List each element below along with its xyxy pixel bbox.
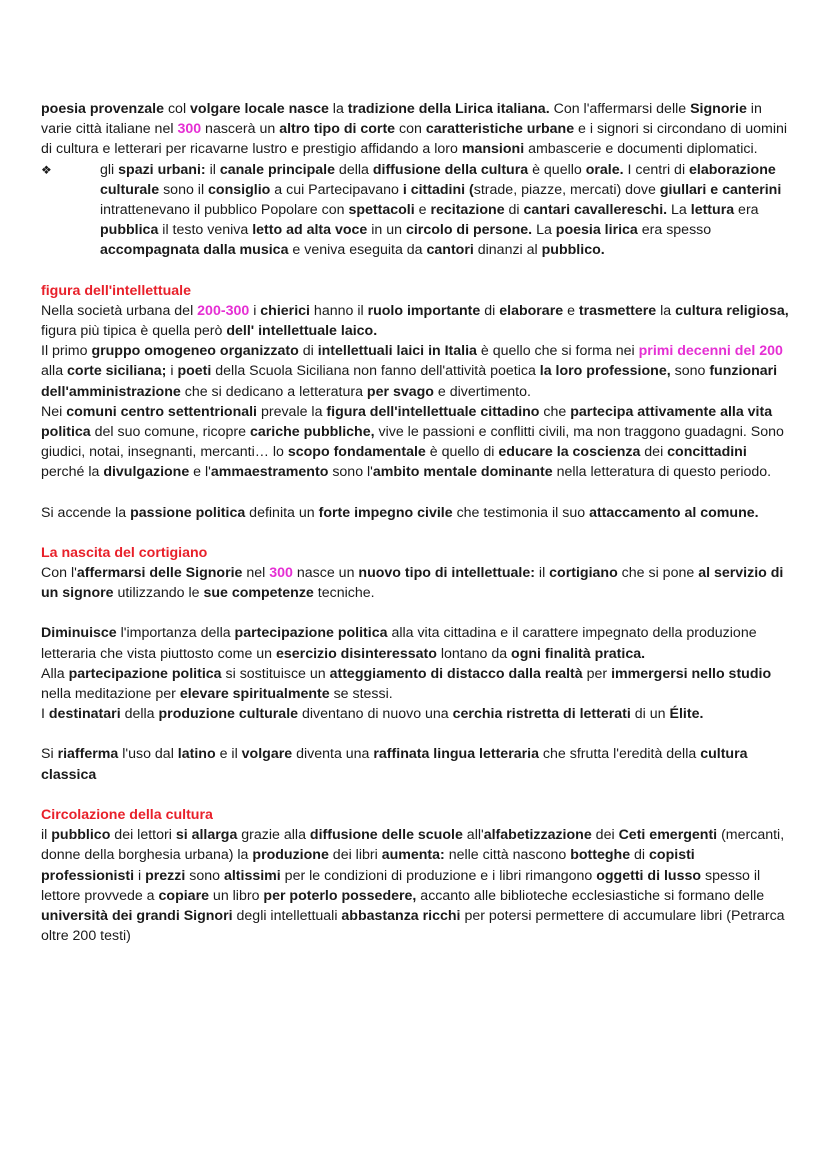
plain-text: della Scuola Siciliana non fanno dell'attività poetica <box>211 363 540 380</box>
plain-text: diventa una <box>292 746 374 763</box>
paragraph <box>41 623 791 663</box>
bold-text: attaccamento al comune. <box>589 504 759 521</box>
plain-text: il testo veniva <box>158 222 253 239</box>
plain-text: degli intellettuali <box>232 907 342 924</box>
plain-text: di <box>630 847 650 864</box>
plain-text: è quello di <box>425 444 499 461</box>
bold-text: partecipa attivamente alla vita politica <box>41 403 773 441</box>
bold-text: poesia lirica <box>555 222 638 239</box>
plain-text: di <box>298 343 318 360</box>
plain-text: il <box>534 565 550 582</box>
bold-text: cantori <box>426 242 474 259</box>
bold-text: elaborare <box>499 302 564 319</box>
plain-text: per le condizioni di produzione e i libri rimangono <box>280 867 597 884</box>
plain-text: i <box>249 302 261 319</box>
bold-text: per poterlo possedere, <box>263 887 417 904</box>
plain-text: in varie città italiane nel <box>41 101 762 138</box>
paragraph <box>41 402 791 483</box>
bold-text: orale. <box>585 161 624 178</box>
paragraph <box>41 664 791 704</box>
bold-text: diffusione della cultura <box>372 161 529 178</box>
plain-text: Con l'affermarsi delle <box>549 101 691 117</box>
plain-text: e <box>414 202 431 219</box>
section-heading: La nascita del cortigiano <box>41 544 208 561</box>
paragraph <box>41 825 791 946</box>
bold-text: gruppo omogeneo organizzato <box>91 343 299 360</box>
bold-text: volgare <box>241 746 293 763</box>
plain-text: accanto alle biblioteche ecclesiastiche si formano delle <box>416 887 765 904</box>
plain-text: in un <box>367 222 406 239</box>
bold-text: tradizione della Lirica italiana. <box>347 101 550 117</box>
plain-text: strade, piazze, mercati) dove <box>473 181 660 198</box>
paragraph-spacer <box>41 603 791 623</box>
plain-text: di <box>480 302 500 319</box>
bold-text: poesia provenzale <box>41 101 165 117</box>
plain-text: con <box>395 121 426 138</box>
plain-text: che si dedicano a letteratura <box>180 383 367 400</box>
bold-text: ogni finalità pratica. <box>511 645 646 662</box>
highlight-text: 200-300 <box>197 302 250 319</box>
plain-text: sono l' <box>328 464 373 481</box>
bold-text: canale principale <box>219 161 335 178</box>
plain-text: e l' <box>189 464 211 481</box>
bold-text: consiglio <box>208 181 271 198</box>
bold-text: divulgazione <box>103 464 190 481</box>
bold-text: alfabetizzazione <box>483 827 592 844</box>
plain-text: sono <box>185 867 224 884</box>
bold-text: destinatari <box>48 706 121 723</box>
diamond-bullet-icon: ❖ <box>41 162 52 177</box>
plain-text: e veniva eseguita da <box>288 242 427 259</box>
plain-text: prevale la <box>257 403 327 420</box>
paragraph <box>41 301 791 341</box>
plain-text: dei <box>640 444 668 461</box>
plain-text: a cui Partecipavano <box>270 181 403 198</box>
bold-text: pubblica <box>100 222 159 239</box>
bold-text: si allarga <box>175 827 238 844</box>
paragraph-spacer <box>41 785 791 805</box>
document-page <box>41 99 791 946</box>
plain-text: Si accende la <box>41 504 131 521</box>
plain-text: e <box>563 302 579 319</box>
plain-text: nasce un <box>292 565 359 582</box>
bold-text: mansioni <box>461 141 525 158</box>
plain-text: per <box>582 665 612 682</box>
plain-text: hanno il <box>309 302 368 319</box>
paragraph <box>41 563 791 603</box>
bold-text: pubblico <box>51 827 111 844</box>
plain-text: i <box>134 867 146 884</box>
plain-text: del suo comune, ricopre <box>90 424 250 441</box>
bold-text: passione politica <box>130 504 246 521</box>
highlight-text: primi decenni del 200 <box>638 343 783 360</box>
plain-text: è quello che si forma nei <box>476 343 639 360</box>
plain-text: tecniche. <box>313 585 375 602</box>
bold-text: raffinata lingua letteraria <box>373 746 539 763</box>
bold-text: aumenta: <box>381 847 445 864</box>
plain-text: l'importanza della <box>116 625 235 642</box>
bold-text: i cittadini ( <box>402 181 474 198</box>
bold-text: partecipazione politica <box>234 625 388 642</box>
plain-text: Con l' <box>41 565 77 582</box>
bold-text: concittadini <box>667 444 747 461</box>
bold-text: comuni centro settentrionali <box>66 403 258 420</box>
plain-text: alla vita cittadina e il carattere impegnato della produzione letteraria che vista piuttosto come un <box>41 625 757 662</box>
bold-text: spettacoli <box>348 202 415 219</box>
plain-text: nelle città nascono <box>444 847 571 864</box>
bold-text: affermarsi delle Signorie <box>76 565 243 582</box>
plain-text: (mercanti, donne della borghesia urbana) la <box>41 827 785 864</box>
bold-text: abbastanza ricchi <box>341 907 461 924</box>
section-heading: Circolazione della cultura <box>41 806 213 823</box>
plain-text: nella letteratura di questo periodo. <box>552 464 772 481</box>
bold-text: la loro professione, <box>539 363 671 380</box>
plain-text: che <box>539 403 571 420</box>
plain-text: Alla <box>41 665 69 682</box>
bold-text: elaborazione culturale <box>100 161 776 198</box>
bold-text: per svago <box>366 383 434 400</box>
plain-text: La <box>667 202 691 219</box>
paragraph <box>41 704 791 724</box>
bold-text: sue competenze <box>203 585 314 602</box>
plain-text: il <box>205 161 220 178</box>
plain-text: intrattenevano il pubblico Popolare con <box>100 202 349 219</box>
bold-text: atteggiamento di distacco dalla realtà <box>329 665 583 682</box>
bold-text: giullari e canterini <box>659 181 782 198</box>
section-heading: figura dell'intellettuale <box>41 282 192 299</box>
paragraph <box>41 744 791 784</box>
paragraph-spacer <box>41 261 791 281</box>
bullet-paragraph <box>41 160 791 261</box>
plain-text: sono il <box>159 181 209 198</box>
plain-text: che testimonia il suo <box>452 504 590 521</box>
bold-text: immergersi nello studio <box>611 665 772 682</box>
bold-text: copisti professionisti <box>41 847 695 884</box>
bold-text: esercizio disinteressato <box>276 645 437 662</box>
bold-text: cultura religiosa, <box>675 302 789 319</box>
bold-text: riafferma <box>57 746 119 763</box>
bold-text: altissimi <box>223 867 281 884</box>
plain-text: è quello <box>528 161 586 178</box>
bold-text: cultura classica <box>41 746 748 783</box>
plain-text: che si pone <box>617 565 699 582</box>
bold-text: forte impegno civile <box>318 504 453 521</box>
highlight-text: 300 <box>269 565 293 582</box>
bold-text: spazi urbani: <box>118 161 206 178</box>
plain-text: dinanzi al <box>473 242 542 259</box>
plain-text: il <box>41 827 52 844</box>
bold-text: partecipazione politica <box>68 665 222 682</box>
bold-text: accompagnata dalla musica <box>100 242 289 259</box>
plain-text: I <box>41 706 49 723</box>
bold-text: circolo di persone. <box>405 222 533 239</box>
plain-text: dei <box>591 827 619 844</box>
plain-text: La <box>532 222 556 239</box>
bold-text: cerchia ristretta di letterati <box>452 706 631 723</box>
plain-text: ambascerie e documenti diplomatici. <box>524 141 758 158</box>
plain-text: vive le passioni e conflitti civili, ma non traggono guadagni. Sono giudici, notai, insegnanti, mercanti… lo <box>41 424 784 461</box>
plain-text: per potersi permettere di accumulare libri (Petrarca oltre 200 testi) <box>41 907 785 945</box>
bold-text: botteghe <box>570 847 631 864</box>
plain-text: all' <box>462 827 484 844</box>
bold-text: produzione culturale <box>158 706 299 723</box>
bold-text: pubblico. <box>541 242 605 259</box>
bold-text: altro tipo di corte <box>279 121 396 138</box>
plain-text: e divertimento. <box>433 383 531 400</box>
plain-text: era spesso <box>637 222 712 239</box>
bold-text: educare la coscienza <box>498 444 641 461</box>
bold-text: caratteristiche urbane <box>425 121 575 138</box>
bold-text: figura dell'intellettuale cittadino <box>326 403 540 420</box>
bold-text: copiare <box>158 887 209 904</box>
bold-text: cariche pubbliche, <box>249 424 375 441</box>
plain-text: nella meditazione per <box>41 686 180 703</box>
plain-text: e il <box>215 746 242 763</box>
bold-text: latino <box>177 746 216 763</box>
bold-text: Élite. <box>669 706 704 723</box>
plain-text: dei lettori <box>110 827 176 844</box>
plain-text: che sfrutta l'eredità della <box>538 746 701 763</box>
plain-text: Si <box>41 746 58 763</box>
paragraph-spacer <box>41 724 791 744</box>
bold-text: cortigiano <box>549 565 618 582</box>
plain-text: di <box>504 202 524 219</box>
plain-text: era <box>734 202 759 219</box>
bold-text: ruolo importante <box>367 302 481 319</box>
highlight-text: 300 <box>177 121 202 138</box>
plain-text: nel <box>242 565 270 582</box>
bold-text: elevare spiritualmente <box>179 686 330 703</box>
bold-text: intellettuali laici in Italia <box>317 343 477 360</box>
bold-text: Signorie <box>690 101 747 117</box>
paragraph-spacer <box>41 523 791 543</box>
bold-text: nuovo tipo di intellettuale: <box>358 565 535 582</box>
plain-text: la <box>328 101 348 117</box>
plain-text: Il primo <box>41 343 92 360</box>
plain-text: se stessi. <box>329 686 393 703</box>
bold-text: università dei grandi Signori <box>41 907 233 924</box>
plain-text: grazie alla <box>237 827 310 844</box>
plain-text: dei libri <box>328 847 382 864</box>
plain-text: sono <box>670 363 710 380</box>
bold-text: letto ad alta voce <box>252 222 368 239</box>
plain-text: gli <box>100 161 119 178</box>
paragraph <box>41 99 791 160</box>
plain-text: Nei <box>41 403 67 420</box>
plain-text: spesso il lettore provvede a <box>41 867 761 904</box>
plain-text: e i signori si circondano di uomini di cultura e letterari per ricavarne lustro e prestigio affidando a loro <box>41 121 788 158</box>
plain-text: l'uso dal <box>118 746 178 763</box>
bold-text: volgare locale nasce <box>190 101 329 117</box>
bold-text: oggetti di lusso <box>596 867 702 884</box>
plain-text: lontano da <box>436 645 512 662</box>
plain-text: I centri di <box>623 161 690 178</box>
bold-text: trasmettere <box>578 302 657 319</box>
bullet-text <box>100 160 791 261</box>
bold-text: Diminuisce <box>41 625 117 642</box>
bold-text: prezzi <box>145 867 186 884</box>
bold-text: cantari cavallereschi. <box>523 202 668 219</box>
plain-text: diventano di nuovo una <box>298 706 453 723</box>
plain-text: utilizzando le <box>113 585 204 602</box>
paragraph <box>41 341 791 402</box>
plain-text: nascerà un <box>201 121 280 138</box>
bold-text: poeti <box>177 363 212 380</box>
plain-text: i <box>166 363 178 380</box>
bold-text: recitazione <box>430 202 505 219</box>
plain-text: figura più tipica è quella però <box>41 323 227 340</box>
bold-text: al servizio di un signore <box>41 565 784 602</box>
plain-text: perché la <box>41 464 104 481</box>
plain-text: col <box>164 101 191 117</box>
bold-text: funzionari dell'amministrazione <box>41 363 778 400</box>
plain-text: definita un <box>245 504 319 521</box>
bold-text: produzione <box>252 847 329 864</box>
bold-text: ammaestramento <box>210 464 329 481</box>
plain-text: si sostituisce un <box>221 665 330 682</box>
bold-text: scopo fondamentale <box>287 444 426 461</box>
bold-text: dell' intellettuale laico. <box>226 323 378 340</box>
plain-text: Nella società urbana del <box>41 302 198 319</box>
plain-text: un libro <box>208 887 264 904</box>
plain-text: la <box>656 302 676 319</box>
plain-text: della <box>120 706 159 723</box>
paragraph-spacer <box>41 483 791 503</box>
bold-text: Ceti emergenti <box>618 827 718 844</box>
paragraph <box>41 503 791 523</box>
plain-text: di un <box>630 706 670 723</box>
bold-text: ambito mentale dominante <box>372 464 553 481</box>
plain-text: alla <box>41 363 68 380</box>
bold-text: chierici <box>260 302 310 319</box>
bold-text: diffusione delle scuole <box>309 827 463 844</box>
plain-text: della <box>334 161 373 178</box>
bold-text: lettura <box>690 202 735 219</box>
bold-text: corte siciliana; <box>67 363 167 380</box>
